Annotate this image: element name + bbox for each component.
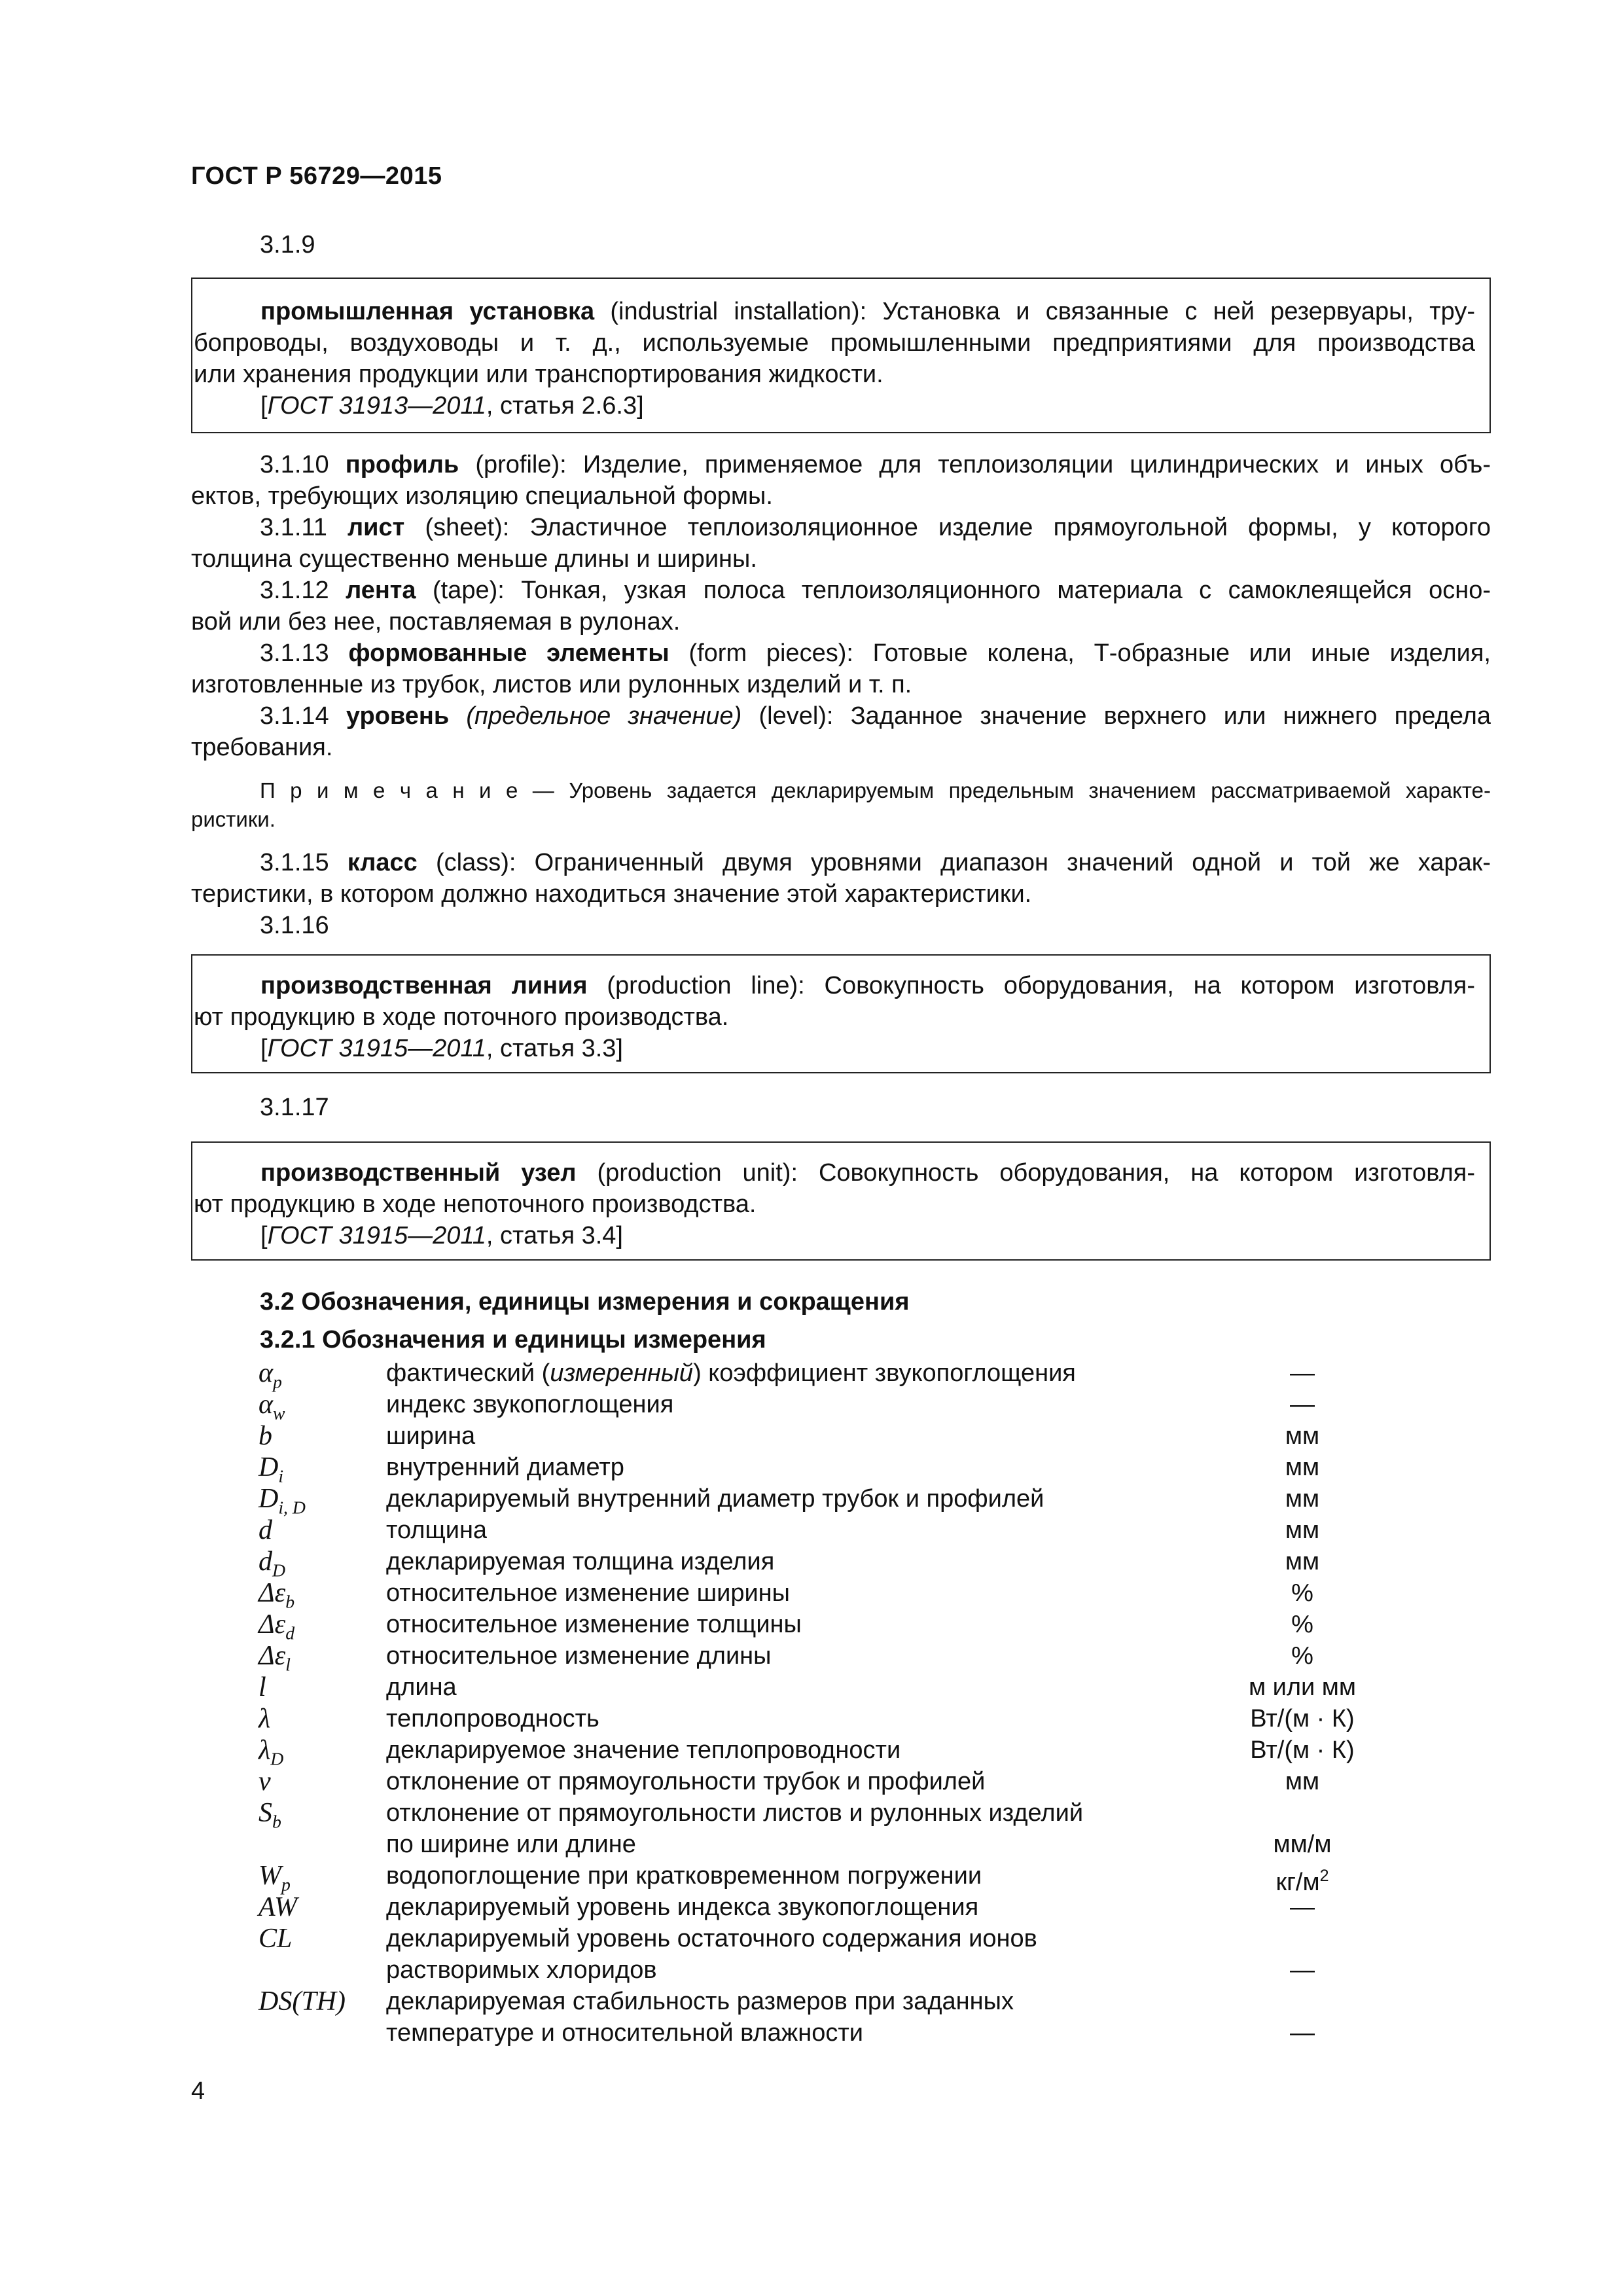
symbol-description-line: декларируемый уровень индекса звукопоглощения [386, 1893, 979, 1921]
symbol-unit-text: — [1290, 1391, 1315, 1418]
symbol-unit [1224, 1829, 1381, 1860]
term-definition: Эластичное теплоизоляционное изделие прямоугольной формы, у которого [529, 514, 1491, 541]
symbol-unit [1224, 1734, 1381, 1766]
term-english: (production unit): [597, 1159, 798, 1187]
symbol-unit [1224, 1703, 1381, 1734]
symbol-unit [1224, 1546, 1381, 1577]
symbol-description [386, 1577, 790, 1609]
reference-article: , статья 3.3] [486, 1035, 623, 1062]
term-definition: Совокупность оборудования, на котором изготовля- [818, 1159, 1475, 1187]
symbol-description [386, 1640, 771, 1672]
term-line [260, 1157, 1475, 1189]
note [191, 776, 1491, 834]
term-3-1-15 [191, 847, 1491, 910]
symbol-base: W [259, 1861, 281, 1891]
symbol-unit [1224, 1954, 1381, 1986]
term-english: (level): [758, 702, 834, 730]
note-text: ристики. [191, 807, 276, 831]
symbol [259, 1703, 270, 1734]
term-definition: Установка и связанные с ней резервуары, тру- [882, 298, 1475, 325]
symbol-subscript: D [270, 1748, 284, 1769]
symbol-unit-text: мм/м [1273, 1831, 1332, 1858]
symbol-unit-text: Вт/(м · К) [1250, 1705, 1355, 1732]
symbol-description [386, 1452, 624, 1483]
symbol-unit [1224, 1577, 1381, 1609]
symbol-description-line: отклонение от прямоугольности листов и рулонных изделий [386, 1799, 1084, 1827]
symbol-base: Δε [259, 1641, 286, 1671]
symbol-description-line: декларируемая толщина изделия [386, 1548, 775, 1575]
symbol-description [386, 1797, 1083, 1860]
term-number: 3.1.12 [260, 577, 329, 604]
symbol-unit-text: мм [1285, 1516, 1320, 1544]
symbol-base: ν [259, 1767, 271, 1797]
symbol-unit [1224, 1892, 1381, 1923]
symbol-description [386, 1389, 673, 1420]
symbol [259, 1766, 271, 1797]
term-box-text [260, 970, 1475, 1001]
reference-doc: ГОСТ 31915—2011 [267, 1035, 486, 1062]
symbol-description-line: толщина [386, 1516, 488, 1544]
symbol-description-part: фактический ( [386, 1359, 550, 1387]
symbol [259, 1797, 281, 1838]
symbol-base: α [259, 1390, 274, 1420]
symbol-description [386, 1546, 774, 1577]
term-definition: Изделие, применяемое для теплоизоляции цилиндрических и иных объ- [582, 451, 1491, 478]
symbol-base: Δε [259, 1578, 286, 1608]
symbol-base: D [259, 1452, 279, 1482]
symbol-base: λ [259, 1704, 271, 1734]
symbol-unit-text: — [1290, 1956, 1315, 1984]
term-number-3-1-17: 3.1.17 [260, 1094, 329, 1121]
term-number-3-1-9: 3.1.9 [260, 231, 315, 259]
section-3-2-1-heading: 3.2.1 Обозначения и единицы измерения [260, 1326, 766, 1354]
term-name: уровень [346, 702, 450, 730]
symbol-subscript: p [281, 1874, 291, 1895]
symbol-unit-text: — [1290, 2019, 1315, 2047]
term-line: вой или без нее, поставляемая в рулонах. [191, 608, 681, 636]
symbol-unit-text: % [1291, 1642, 1313, 1670]
symbol-description-line: относительное изменение ширины [386, 1579, 790, 1607]
symbol-description [386, 1420, 475, 1452]
term-name: производственная линия [260, 972, 588, 999]
term-english: (production line): [607, 972, 805, 999]
reference-article: , статья 3.4] [486, 1222, 623, 1249]
term-box-text [260, 1157, 1475, 1189]
symbol-description-line: индекс звукопоглощения [386, 1391, 674, 1418]
term-box-text-cont [194, 1001, 1475, 1033]
document-header: ГОСТ Р 56729—2015 [191, 162, 442, 190]
symbol-description [386, 1357, 1076, 1389]
symbol-description-line: отклонение от прямоугольности трубок и профилей [386, 1768, 986, 1795]
symbol-base: l [259, 1672, 266, 1702]
term-line: теристики, в котором должно находиться значение этой характеристики. [191, 880, 1032, 908]
term-line: или хранения продукции или транспортирования жидкости. [194, 361, 883, 388]
term-definition: Тонкая, узкая полоса теплоизоляционного материала с самоклеящейся осно- [521, 577, 1491, 604]
symbol-unit-text: мм [1285, 1422, 1320, 1450]
note-text: — Уровень задается декларируемым предельным значением рассматриваемой характе- [518, 778, 1491, 802]
symbol-unit-superscript: 2 [1319, 1867, 1329, 1885]
symbol-unit [1224, 1766, 1381, 1797]
symbol-unit-text: — [1290, 1359, 1315, 1387]
symbol [259, 1672, 266, 1703]
symbol-description [386, 1483, 1044, 1515]
symbol-base: CL [259, 1924, 293, 1954]
symbol-description [386, 1986, 1014, 2049]
symbol-description [386, 1923, 1037, 1986]
term-reference: [ГОСТ 31913—2011, статья 2.6.3] [260, 392, 644, 420]
symbol-subscript: D [272, 1560, 286, 1581]
term-reference: [ГОСТ 31915—2011, статья 3.4] [260, 1222, 623, 1249]
symbol-unit [1224, 1452, 1381, 1483]
term-3-1-12 [191, 575, 1491, 637]
symbol [259, 1892, 297, 1923]
symbol-subscript: b [285, 1591, 295, 1612]
term-name: промышленная установка [260, 298, 595, 325]
symbol-description-line: относительное изменение толщины [386, 1611, 802, 1638]
symbol-unit [1224, 1420, 1381, 1452]
symbol-subscript: p [273, 1371, 282, 1392]
symbol-description-line: теплопроводность [386, 1705, 599, 1732]
term-number: 3.1.11 [260, 514, 327, 541]
symbol-description-line: декларируемый уровень остаточного содержания ионов [386, 1925, 1037, 1952]
symbol-base: α [259, 1358, 274, 1388]
symbol-description [386, 1734, 901, 1766]
symbol-subscript: i, D [278, 1497, 306, 1518]
symbol-unit-text: Вт/(м · К) [1250, 1736, 1355, 1764]
symbol-unit [1224, 2017, 1381, 2049]
symbol-unit [1224, 1609, 1381, 1640]
term-line: ектов, требующих изоляцию специальной формы. [191, 482, 773, 510]
term-line: изготовленные из трубок, листов или рулонных изделий и т. п. [191, 671, 912, 698]
symbol-description [386, 1860, 982, 1892]
term-reference: [ГОСТ 31915—2011, статья 3.3] [260, 1035, 623, 1062]
symbol-unit [1224, 1515, 1381, 1546]
symbol-base: AW [259, 1892, 298, 1922]
term-definition: Совокупность оборудования, на котором изготовля- [824, 972, 1475, 999]
term-english: (industrial installation): [610, 298, 867, 325]
term-definition: Ограниченный двумя уровнями диапазон значений одной и той же харак- [534, 849, 1491, 876]
term-line [260, 296, 1475, 327]
symbol-unit-text: м или мм [1248, 1674, 1357, 1701]
symbol-subscript: b [272, 1811, 281, 1832]
symbol-description-line: декларируемая стабильность размеров при заданных [386, 1988, 1014, 2015]
symbol-description [386, 1515, 487, 1546]
term-box-3-1-17 [191, 1141, 1491, 1261]
term-3-1-14 [191, 700, 1491, 763]
symbol-description [386, 1609, 802, 1640]
symbol-description-line: внутренний диаметр [386, 1454, 624, 1481]
reference-doc: ГОСТ 31913—2011 [267, 392, 486, 420]
term-box-3-1-9 [191, 278, 1491, 433]
term-line: требования. [191, 734, 333, 761]
symbol-description-part: ) коэффициент звукопоглощения [693, 1359, 1076, 1387]
term-box-3-1-16 [191, 954, 1491, 1073]
symbol-description [386, 1672, 457, 1703]
term-line: толщина существенно меньше длины и ширины. [191, 545, 757, 573]
symbol-unit [1224, 1357, 1381, 1389]
symbol-subscript: w [273, 1403, 285, 1424]
symbol [259, 1515, 272, 1546]
symbol-base: S [259, 1798, 272, 1828]
page-number: 4 [191, 2077, 205, 2105]
term-name: производственный узел [260, 1159, 577, 1187]
symbol-description-line: водопоглощение при кратковременном погружении [386, 1862, 982, 1890]
symbol-unit [1224, 1640, 1381, 1672]
symbol-subscript: i [278, 1465, 284, 1486]
term-line: бопроводы, воздуховоды и т. д., используемые промышленными предприятиями для производства [194, 329, 1475, 357]
section-3-2-heading: 3.2 Обозначения, единицы измерения и сокращения [260, 1288, 910, 1316]
symbol-base: d [259, 1515, 272, 1545]
term-name: лента [346, 577, 416, 604]
term-line: ют продукцию в ходе поточного производства. [194, 1003, 729, 1031]
symbol-unit [1224, 1672, 1381, 1703]
reference-doc: ГОСТ 31915—2011 [267, 1222, 486, 1249]
symbol [259, 1923, 292, 1954]
term-name: класс [347, 849, 418, 876]
symbol-base: d [259, 1547, 272, 1577]
symbol-subscript: d [285, 1623, 295, 1643]
symbol [259, 1420, 272, 1452]
symbol-base: b [259, 1421, 272, 1451]
term-english: (tape): [432, 577, 505, 604]
term-3-1-11 [191, 512, 1491, 575]
symbol-unit-text: % [1291, 1579, 1313, 1607]
symbol-description-line: по ширине или длине [386, 1831, 636, 1858]
term-alt-name: (предельное значение) [466, 702, 742, 730]
term-english: (form pieces): [688, 639, 853, 667]
symbol-description-line: длина [386, 1674, 457, 1701]
symbol [259, 1986, 346, 2017]
symbol-description-line: декларируемый внутренний диаметр трубок и профилей [386, 1485, 1044, 1513]
term-line [260, 970, 1475, 1001]
term-number: 3.1.13 [260, 639, 329, 667]
term-name: лист [348, 514, 405, 541]
term-number: 3.1.10 [260, 451, 329, 478]
term-box-text [260, 296, 1475, 327]
symbol-description-line: декларируемое значение теплопроводности [386, 1736, 901, 1764]
symbol-description-line: ширина [386, 1422, 476, 1450]
symbol-description-part: измеренный [550, 1359, 694, 1387]
term-number: 3.1.15 [260, 849, 329, 876]
symbol-unit-text: мм [1285, 1768, 1320, 1795]
symbol-description-line: относительное изменение длины [386, 1642, 772, 1670]
symbol-unit-text: мм [1285, 1485, 1320, 1513]
symbol-unit-text: — [1290, 1893, 1315, 1921]
symbol-base: DS(TH) [259, 1986, 346, 2017]
note-label: П р и м е ч а н и е [260, 778, 518, 802]
term-number-3-1-16: 3.1.16 [260, 912, 329, 939]
symbol-unit [1224, 1483, 1381, 1515]
term-box-text-cont [194, 1189, 1475, 1220]
symbol-unit-text: кг/м [1275, 1868, 1320, 1896]
term-english: (class): [435, 849, 516, 876]
symbol-subscript: l [285, 1654, 291, 1675]
symbol-description [386, 1766, 985, 1797]
term-box-text-cont [194, 327, 1475, 390]
term-english: (profile): [475, 451, 567, 478]
symbol-description-line: температуре и относительной влажности [386, 2019, 863, 2047]
term-english: (sheet): [425, 514, 510, 541]
symbol-description-line: растворимых хлоридов [386, 1956, 657, 1984]
term-definition: Готовые колена, Т-образные или иные изделия, [872, 639, 1491, 667]
symbol-unit-text: мм [1285, 1548, 1320, 1575]
symbol-base: λ [259, 1735, 271, 1765]
term-name: профиль [345, 451, 459, 478]
symbol-base: Δε [259, 1609, 286, 1640]
symbol-base: D [259, 1484, 279, 1514]
term-3-1-10 [191, 449, 1491, 512]
term-line: ют продукцию в ходе непоточного производства. [194, 1191, 757, 1218]
term-definition: Заданное значение верхнего или нижнего предела [850, 702, 1491, 730]
term-name: формованные элементы [348, 639, 669, 667]
term-number: 3.1.14 [260, 702, 329, 730]
symbol-unit-text: % [1291, 1611, 1313, 1638]
symbol-description [386, 1703, 599, 1734]
symbol-unit-text: мм [1285, 1454, 1320, 1481]
term-3-1-13 [191, 637, 1491, 700]
symbol-unit [1224, 1389, 1381, 1420]
reference-article: , статья 2.6.3] [486, 392, 644, 420]
symbol-description [386, 1892, 978, 1923]
